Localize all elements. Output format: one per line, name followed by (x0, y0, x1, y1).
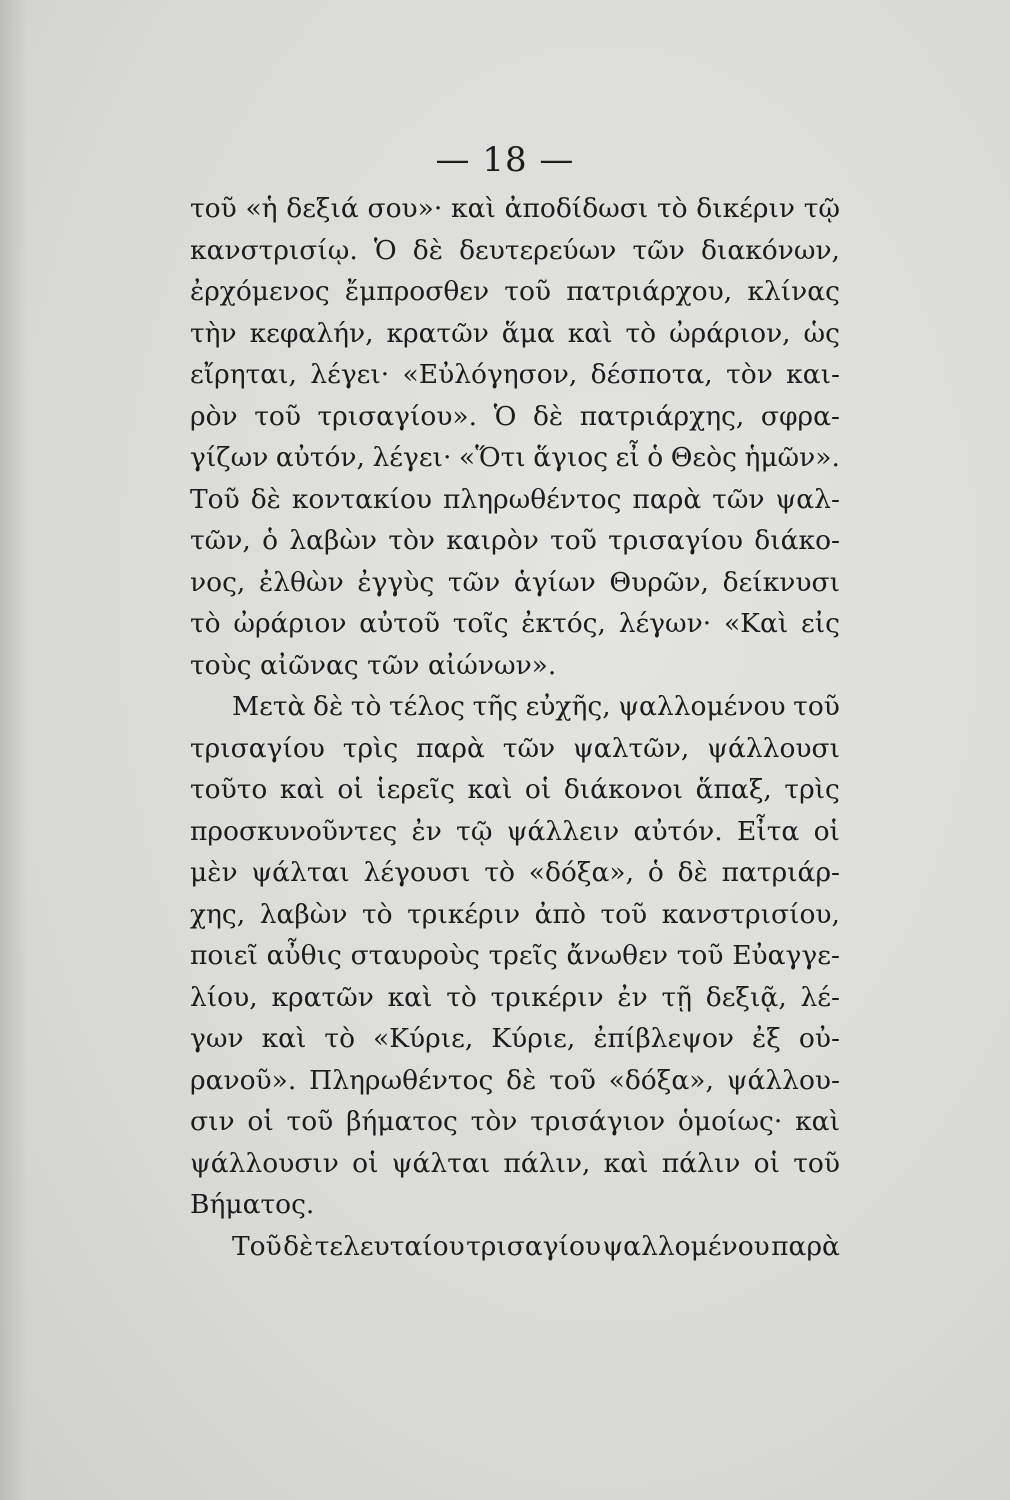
word: ὁ (647, 442, 664, 473)
text-line (190, 188, 840, 230)
word: αὐτόν. (633, 815, 723, 847)
word: οἱ (524, 774, 552, 805)
word: «δόξα», (608, 1064, 714, 1096)
text-line (190, 894, 840, 936)
text-line: Βήματος. (190, 1189, 315, 1220)
word: ψαλλομένου (602, 1230, 770, 1262)
word: εἴρηται, (190, 359, 297, 390)
text-line (190, 603, 840, 645)
word: δευτερεύων (459, 234, 617, 266)
text-line: τοὺς αἰῶνας τῶν αἰώνων». (190, 649, 557, 681)
word: δὲ (313, 691, 344, 722)
word: κεφαλήν, (249, 317, 374, 349)
word: τοῦ (254, 400, 301, 432)
word: ἐλθὼν (259, 566, 344, 598)
word: ἱερεῖς (376, 774, 455, 805)
word: κανστρισίῳ. (190, 234, 358, 266)
text-line (190, 1143, 840, 1185)
text-line (190, 437, 840, 479)
word: «Κύριε, (373, 1023, 474, 1054)
text-line (190, 479, 840, 521)
word: ποιεῖ (190, 940, 258, 971)
word: οἱ (813, 815, 840, 847)
word: Πληρωθέντος (309, 1064, 494, 1096)
word: τὸ (350, 691, 382, 722)
word: πατριάρχης, (579, 400, 745, 432)
word: «ἡ (245, 193, 278, 224)
word: ἅπαξ, (695, 774, 772, 805)
word: δικέριν (696, 193, 795, 224)
text-line (190, 396, 840, 438)
word: κρατῶν (271, 981, 374, 1013)
word: διάκονοι (563, 774, 684, 805)
word: προσκυνοῦντες (190, 815, 398, 847)
word: ἀπὸ (534, 898, 586, 930)
word: οἱ (352, 1147, 379, 1179)
text-line (190, 728, 840, 770)
word: ἐν (411, 815, 442, 847)
word: τρεῖς (488, 940, 558, 971)
word: τῷ (803, 193, 840, 224)
word: Μετὰ (232, 691, 306, 722)
word: ψαλλομένου (618, 691, 786, 722)
word: λαβὼν (259, 898, 348, 930)
word: ψάλλου- (726, 1064, 840, 1096)
word: τὸ (190, 608, 221, 639)
spine-shadow (0, 0, 28, 1500)
word: τοῦτο (190, 774, 268, 805)
paragraph-1 (190, 188, 840, 686)
word: τῶν (712, 483, 765, 515)
word: τὸν (470, 1106, 518, 1137)
word: Ὁ (493, 400, 517, 432)
word: λέγει· (310, 359, 390, 390)
word: Τοῦ (190, 483, 240, 515)
word: τρισαγίου (608, 525, 743, 556)
word: καὶ (603, 1147, 649, 1179)
text-line (190, 562, 840, 604)
word: τρισαγίου». (317, 400, 478, 432)
word: χης, (190, 898, 246, 930)
word: ψαλτῶν, (573, 732, 690, 764)
word: πατριάρ- (721, 857, 840, 888)
word: τρικέριν (490, 981, 604, 1013)
word: τὸ (361, 898, 393, 930)
word: τοῦ (600, 898, 648, 930)
word: δὲ (412, 234, 443, 266)
word: διακόνων, (700, 234, 840, 266)
text-line (190, 769, 840, 811)
word: παρὰ (771, 1230, 840, 1262)
word: ἐκτός, (521, 608, 606, 639)
word: ἔμπροσθεν (344, 276, 490, 307)
word: τὸ (324, 1023, 356, 1054)
word: ἐν (617, 981, 648, 1013)
word: πάλιν (661, 1147, 741, 1179)
word: Θεὸς (670, 442, 737, 473)
word: «Καὶ (723, 608, 789, 639)
word: διάκο- (754, 525, 840, 556)
word: τὴν (190, 317, 237, 349)
word: Θυρῶν, (609, 566, 709, 598)
word: καιρὸν (446, 525, 539, 556)
word: ψάλται (251, 857, 350, 888)
word: τῶν (502, 732, 556, 764)
word: τῶν, (190, 525, 251, 556)
word: ἐξ (752, 1023, 781, 1054)
word: τοῦ (190, 193, 237, 224)
word: εὐχῆς, (525, 691, 611, 722)
word: σιν (190, 1106, 235, 1137)
word: λέγει· (372, 442, 452, 473)
word: καὶ (451, 193, 496, 224)
text-line (190, 852, 840, 894)
word: ὠράριον (233, 608, 347, 639)
word: Εὐαγγε- (732, 940, 840, 971)
word: δεξιᾷ, (705, 981, 787, 1013)
word: Τοῦ (232, 1230, 282, 1262)
word: Ὁ (373, 234, 397, 266)
word: τελευταίου (314, 1230, 465, 1262)
word: δὲ (532, 400, 564, 432)
word: ἄνωθεν (566, 940, 668, 971)
word: καὶ (467, 774, 513, 805)
word: δέσποτα, (590, 359, 713, 390)
word: τοῦ (676, 940, 724, 971)
word: ψάλλουσιν (190, 1147, 339, 1179)
word: οἱ (337, 774, 364, 805)
word: τοῖς (452, 608, 509, 639)
page-number: — 18 — (435, 140, 575, 180)
word: τῶν (632, 234, 685, 266)
word: τοῦ (286, 1106, 334, 1137)
body-text (190, 188, 840, 1267)
word: τὸ (484, 857, 515, 888)
word: τὸν (388, 525, 436, 556)
word: Εἶτα (737, 815, 800, 847)
word: τρισαγίου (190, 732, 325, 764)
text-line (190, 354, 840, 396)
word: τρισαγίου (466, 1230, 602, 1262)
word: λίου, (190, 981, 258, 1013)
word: νος, (190, 566, 246, 598)
word: τοῦ (550, 525, 597, 556)
word: τρικέριν (407, 898, 521, 930)
text-line (190, 977, 840, 1019)
word: αὐτόν, (275, 442, 365, 473)
text-line (190, 811, 840, 853)
word: σταυροὺς (350, 940, 480, 971)
word: τὸ (446, 981, 477, 1013)
word: «δόξα», (528, 857, 635, 888)
word: τῷ (456, 815, 493, 847)
word: Κύριε, (491, 1023, 576, 1054)
paragraph-3 (190, 1226, 840, 1268)
word: «Εὐλόγησον, (402, 359, 578, 390)
word: κρατῶν (386, 317, 489, 349)
text-line (190, 1226, 840, 1268)
text-line (190, 1101, 840, 1143)
word: ὁ (647, 857, 664, 888)
word: ἐγγὺς (357, 566, 435, 598)
word: κλίνας (747, 276, 840, 307)
word: τῶν (447, 566, 501, 598)
word: τῇ (661, 981, 692, 1013)
word: ψαλ- (775, 483, 840, 515)
word: τὸν (726, 359, 773, 390)
word: οἱ (753, 1147, 780, 1179)
word: ὡς (803, 317, 840, 349)
word: γίζων (190, 442, 269, 473)
word: αὐτοῦ (359, 608, 440, 639)
word: ὁ (262, 525, 279, 556)
text-line (190, 935, 840, 977)
word: καὶ (387, 981, 433, 1013)
word: ρὸν (190, 400, 238, 432)
paragraph-2 (190, 686, 840, 1226)
word: τοῦ (504, 276, 552, 307)
word: οἱ (247, 1106, 274, 1137)
word: ψάλται (391, 1147, 491, 1179)
word: τοῦ (793, 1147, 840, 1179)
word: τοῦ (549, 1064, 596, 1096)
word: τὸ (625, 317, 657, 349)
text-line (190, 686, 840, 728)
word: τέλος (389, 691, 465, 722)
word: παρὰ (632, 483, 702, 515)
word: τοῦ (793, 691, 840, 722)
word: δὲ (677, 857, 708, 888)
word: καὶ (567, 317, 613, 349)
word: πληρωθέντος (442, 483, 622, 515)
text-line (190, 313, 840, 355)
word: τρὶς (784, 774, 840, 805)
word: λέγων· (618, 608, 712, 639)
word: λαβὼν (289, 525, 378, 556)
word: εἶ (615, 442, 640, 473)
word: πάλιν, (503, 1147, 591, 1179)
word: ὁμοίως· (677, 1106, 783, 1137)
word: ἀποδίδωσι (504, 193, 649, 224)
word: ἐρχόμενος (190, 276, 330, 307)
word: τῆς (472, 691, 518, 722)
word: τὸ (656, 193, 688, 224)
word: μὲν (190, 857, 238, 888)
word: παρὰ (416, 732, 485, 764)
word: ἐπίβλεψον (593, 1023, 735, 1054)
word: πατριάρχου, (566, 276, 733, 307)
word: και- (786, 359, 840, 390)
word: «Ὅτι (458, 442, 526, 473)
word: αὖθις (266, 940, 342, 971)
word: ψάλλειν (506, 815, 620, 847)
word: ρανοῦ». (190, 1064, 297, 1096)
word: τρισάγιον (530, 1106, 666, 1137)
text-line (190, 1018, 840, 1060)
word: τρὶς (342, 732, 399, 764)
text-line (190, 520, 840, 562)
text-line (190, 230, 840, 272)
word: κοντακίου (291, 483, 433, 515)
word: σφρα- (760, 400, 840, 432)
text-line (190, 1060, 840, 1102)
word: δεξιά (286, 193, 359, 224)
word: οὐ- (798, 1023, 840, 1054)
word: καὶ (261, 1023, 307, 1054)
word: ἁγίων (513, 566, 596, 598)
word: σου»· (367, 193, 443, 224)
text-line (190, 271, 840, 313)
word: βήματος (346, 1106, 458, 1137)
word: ψάλλουσι (707, 732, 840, 764)
word: δὲ (250, 483, 281, 515)
word: γων (190, 1023, 244, 1054)
word: ἅμα (501, 317, 555, 349)
word: καὶ (795, 1106, 840, 1137)
word: λέ- (800, 981, 840, 1013)
word: ὠράριον, (669, 317, 791, 349)
word: ἅγιος (533, 442, 609, 473)
word: κανστρισίου, (661, 898, 840, 930)
word: εἰς (800, 608, 840, 639)
word: ἡμῶν». (744, 442, 840, 473)
word: καὶ (279, 774, 325, 805)
word: δὲ (506, 1064, 537, 1096)
word: δείκνυσι (722, 566, 840, 598)
word: λέγουσι (363, 857, 471, 888)
word: δὲ (283, 1230, 314, 1262)
